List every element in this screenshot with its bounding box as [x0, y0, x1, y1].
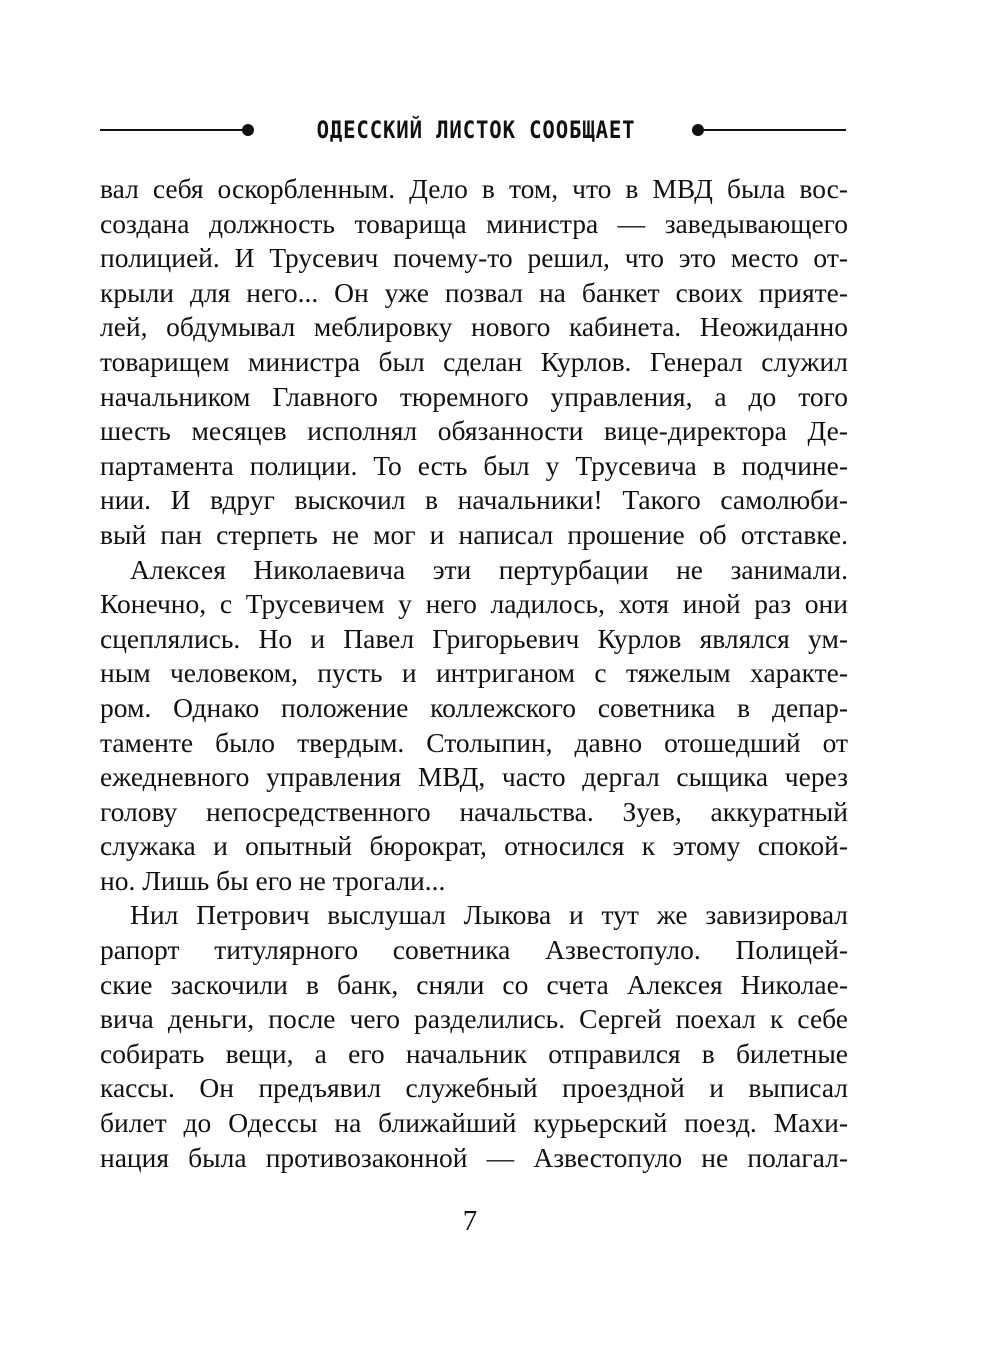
text-line: но. Лишь бы его не трогали... — [100, 864, 446, 896]
paragraph — [100, 553, 848, 899]
body-text — [100, 172, 848, 1175]
text-line: нация была противозаконной — Азвестопуло не полагал- — [100, 1141, 848, 1173]
text-line: начальником Главного тюремного управления, а до того — [100, 380, 848, 412]
text-line: рапорт титулярного советника Азвестопуло. Полицей- — [100, 934, 848, 966]
paragraph — [100, 172, 848, 553]
text-line: билет до Одессы на ближайший курьерский поезд. Махи- — [100, 1107, 848, 1139]
text-line: Нил Петрович выслушал Лыкова и тут же завизировал — [130, 899, 848, 931]
text-line: таменте было твердым. Столыпин, давно отошедший от — [100, 726, 848, 758]
page-number: 7 — [462, 1205, 478, 1237]
header-rule-left — [100, 129, 246, 131]
text-line: служака и опытный бюрократ, относился к этому спокой- — [100, 830, 848, 862]
header-rule-right — [700, 129, 846, 131]
text-line: товарищем министра был сделан Курлов. Генерал служил — [100, 345, 848, 377]
text-line: ным человеком, пусть и интриганом с тяжелым характе- — [100, 657, 848, 689]
text-line: вал себя оскорбленным. Дело в том, что в МВД была вос- — [100, 173, 848, 204]
text-line: лей, обдумывал меблировку нового кабинета. Неожиданно — [100, 311, 848, 343]
text-line: партамента полиции. То есть был у Трусевича в подчине- — [100, 449, 848, 481]
text-line: крыли для него... Он уже позвал на банкет своих прияте- — [100, 276, 848, 308]
text-line: вый пан стерпеть не мог и написал прошение об отставке. — [100, 518, 848, 550]
text-line: нии. И вдруг выскочил в начальники! Такого самолюби- — [100, 484, 848, 516]
text-line: шесть месяцев исполнял обязанности вице-директора Де- — [100, 415, 848, 447]
paragraph — [100, 898, 848, 1175]
text-line: Алексея Николаевича эти пертурбации не занимали. — [130, 553, 848, 585]
running-header — [100, 112, 846, 148]
text-line: ежедневного управления МВД, часто дергал сыщика через — [100, 761, 848, 793]
text-line: голову непосредственного начальства. Зуев, аккуратный — [100, 795, 848, 827]
text-line: кассы. Он предъявил служебный проездной и выписал — [100, 1072, 848, 1104]
running-title: ОДЕССКИЙ ЛИСТОК СООБЩАЕТ — [316, 116, 636, 144]
header-bullet-left — [242, 124, 254, 136]
text-line: ром. Однако положение коллежского советника в депар- — [100, 691, 848, 723]
text-line: вича деньги, после чего разделились. Сергей поехал к себе — [100, 1003, 848, 1035]
text-line: собирать вещи, а его начальник отправился в билетные — [100, 1037, 848, 1069]
text-line: полицией. И Трусевич почему-то решил, что это место от- — [100, 242, 848, 274]
text-line: Конечно, с Трусевичем у него ладилось, хотя иной раз они — [100, 588, 848, 620]
text-line: сцеплялись. Но и Павел Григорьевич Курлов являлся ум- — [100, 622, 848, 654]
text-line: создана должность товарища министра — заведывающего — [100, 207, 848, 239]
text-line: ские заскочили в банк, сняли со счета Алексея Николае- — [100, 968, 848, 1000]
